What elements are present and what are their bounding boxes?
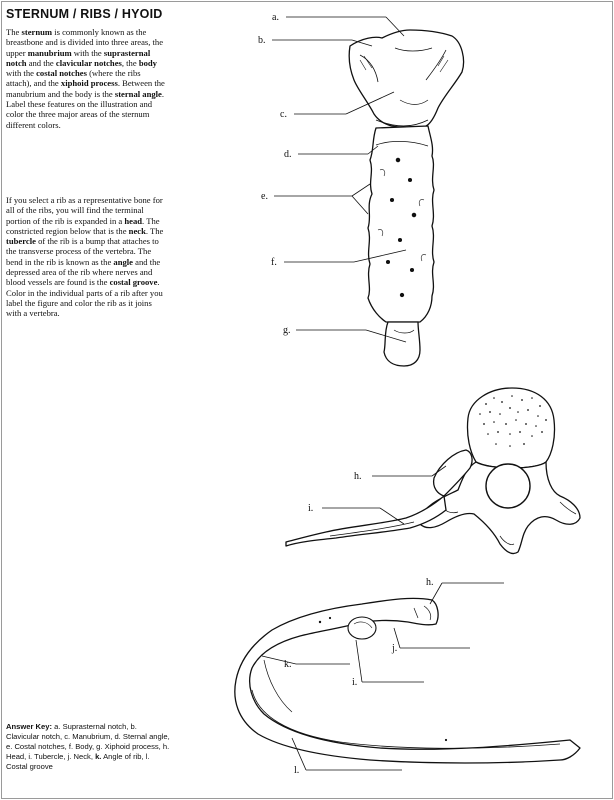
label-b: b. xyxy=(258,35,266,46)
text-run: with the xyxy=(6,68,37,79)
label-h-vertebra: h. xyxy=(354,471,362,482)
text-run: costal notches xyxy=(36,68,87,79)
text-run: xiphoid process xyxy=(60,78,118,89)
text-run: with the xyxy=(71,47,104,58)
label-a: a. xyxy=(272,12,279,23)
page-title: STERNUM / RIBS / HYOID xyxy=(6,7,163,21)
text-run: . The constricted region below that is the xyxy=(6,215,160,236)
text-run: sternal angle xyxy=(114,88,162,99)
text-run: . The xyxy=(145,225,164,236)
sternum-body xyxy=(368,126,434,322)
text-run: manubrium xyxy=(27,47,72,58)
text-run: head xyxy=(124,215,143,226)
text-run: body xyxy=(138,57,157,68)
rib xyxy=(235,598,580,763)
vertebral-foramen xyxy=(486,464,530,508)
xiphoid-process xyxy=(384,322,420,366)
rib-illustration xyxy=(235,577,580,776)
text-run: The xyxy=(6,27,22,37)
text-run: . Label these features on the illustration and color the three major areas of the sternum different colors. xyxy=(6,88,165,130)
text-run: , the xyxy=(121,57,139,68)
label-l: l. xyxy=(294,765,300,776)
text-run: is commonly known as the breastbone and is divided into three areas, the upper xyxy=(6,27,164,58)
text-run: a. Suprasternal notch, b. Clavicular notch, c. Manubrium, d. Sternal angle, e. Costal notches, f. Body, g. Xiphoid process, h. Head, i. Tubercle, j. Neck, xyxy=(6,722,170,761)
text-run: If you select a rib as a representative bone for all of the ribs, you will find the terminal portion of the rib is expanded in a xyxy=(6,195,163,226)
label-i-rib: i. xyxy=(352,677,358,688)
label-j: j. xyxy=(392,643,398,654)
label-i-vertebra: i. xyxy=(308,503,314,514)
vertebral-body xyxy=(467,388,554,468)
text-run: tubercle xyxy=(6,236,36,247)
text-run: suprasternal notch xyxy=(6,47,151,68)
text-run: k. xyxy=(95,752,102,761)
text-run: Answer Key: xyxy=(6,722,53,731)
label-e: e. xyxy=(261,191,268,202)
label-d: d. xyxy=(284,149,292,160)
label-k: k. xyxy=(284,659,292,670)
text-run: clavicular notches xyxy=(55,57,122,68)
sternum-illustration xyxy=(258,12,464,366)
label-h-rib: h. xyxy=(426,577,434,588)
label-f: f. xyxy=(271,257,277,268)
text-run: and the xyxy=(26,57,56,68)
text-run: costal groove xyxy=(109,277,158,288)
text-run: Angle of rib, l. Costal groove xyxy=(6,752,150,771)
label-c: c. xyxy=(280,109,287,120)
text-run: angle xyxy=(113,256,133,267)
text-run: . Color in the individual parts of a rib after you label the figure and color the rib as it joins with a vertebra. xyxy=(6,277,163,319)
text-run: and the depressed area of the rib where nerves and blood vessels are found is the xyxy=(6,256,161,288)
vertebra-illustration xyxy=(286,388,580,554)
label-g: g. xyxy=(283,325,291,336)
text-run: of the rib is a bump that attaches to the transverse process of the vertebra. The bend in the rib is known as the xyxy=(6,236,159,267)
text-run: . Between the manubrium and the body is the xyxy=(6,78,165,99)
text-run: neck xyxy=(128,225,146,236)
text-run: (where the ribs attach), and the xyxy=(6,68,141,89)
text-run: sternum xyxy=(21,27,53,37)
